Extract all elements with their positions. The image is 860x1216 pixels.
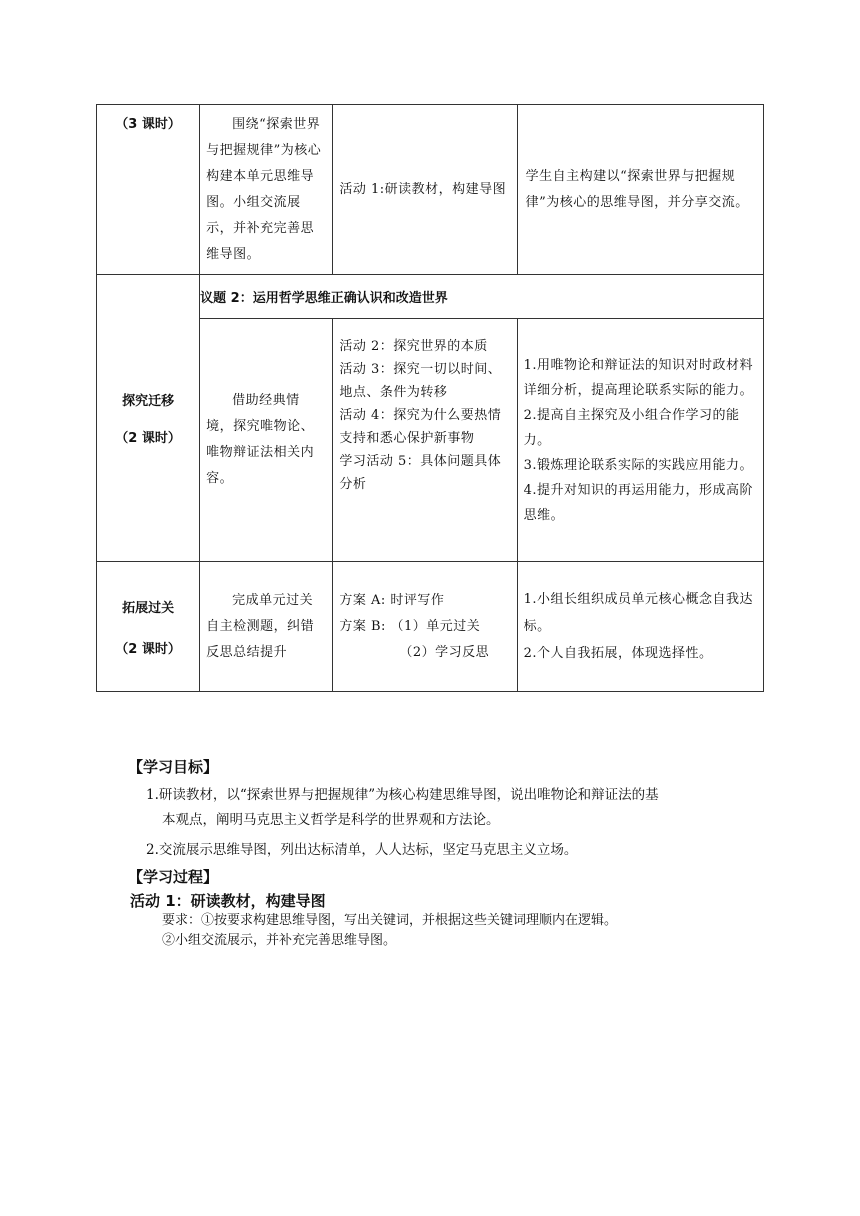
stage-hours: （3 课时） [115,117,181,132]
stage-cell [97,105,200,275]
process-title: 【学习过程】 [128,868,219,886]
goal-item: 1.小组长组织成员单元核心概念自我达标。 [523,592,753,634]
stage-cell [97,275,200,562]
content-text: 借助经典情境，探究唯物论、唯物辩证法相关内容。 [206,393,315,486]
plan-a: 方案 A: 时评写作 [339,593,445,608]
objective-item: 2.交流展示思维导图，列出达标清单，人人达标，坚定马克思主义立场。 [146,842,578,858]
requirement-item: 要求：①按要求构建思维导图，写出关键词，并根据这些关键词理顺内在逻辑。 [162,913,618,928]
goal-cell [517,105,763,275]
activity-title: 活动 1：研读教材，构建导图 [130,892,326,910]
stage-hours: （2 课时） [115,431,181,446]
content-text: 完成单元过关自主检测题，纠错反思总结提升 [206,592,315,660]
goal-item: 3.锻炼理论联系实际的实践应用能力。 [523,457,753,473]
stage-name: 拓展过关 [122,600,175,616]
activity-item: 活动 4：探究为什么要热情支持和悉心保护新事物 [339,408,502,446]
content-cell [200,319,333,562]
goal-item: 1.用唯物论和辩证法的知识对时政材料详细分析，提高理论联系实际的能力。 [523,357,754,398]
goal-cell [517,319,763,562]
table-row [97,275,764,319]
content-cell [200,562,333,692]
content-text: 围绕“探索世界与把握规律”为核心构建本单元思维导图。小组交流展示，并补充完善思维导图。 [206,116,322,262]
objectives-title: 【学习目标】 [128,758,219,776]
requirement-item: ②小组交流展示，并补充完善思维导图。 [162,933,397,948]
unit-plan-table [96,104,764,692]
table-row [97,105,764,275]
topic-heading: 议题 2：运用哲学思维正确认识和改造世界 [200,275,764,319]
plan-b-item: （2）学习反思 [399,645,490,660]
plan-b: 方案 B: （1）单元过关 [339,619,481,634]
activity-cell [333,562,517,692]
objective-item: 1.研读教材，以“探索世界与把握规律”为核心构建思维导图，说出唯物论和辩证法的基 [146,787,659,803]
activity-text: 活动 1:研读教材，构建导图 [339,181,507,197]
goal-item: 2.个人自我拓展，体现选择性。 [523,646,713,661]
content-cell [200,105,333,275]
activity-item: 活动 3：探究一切以时间、地点、条件为转移 [339,362,502,400]
activity-cell [333,319,517,562]
activity-item: 学习活动 5：具体问题具体分析 [339,454,502,492]
goal-text: 学生自主构建以“探索世界与把握规律”为核心的思维导图，并分享交流。 [525,168,749,210]
table-row [97,562,764,692]
stage-hours: （2 课时） [115,641,181,657]
activity-cell [333,105,517,275]
goal-item: 4.提升对知识的再运用能力，形成高阶思维。 [523,482,753,523]
stage-name: 探究迁移 [122,394,175,409]
goal-item: 2.提高自主探究及小组合作学习的能力。 [523,407,740,448]
activity-item: 活动 2：探究世界的本质 [339,339,488,354]
stage-cell [97,562,200,692]
goal-cell [517,562,763,692]
objective-item-cont: 本观点，阐明马克思主义哲学是科学的世界观和方法论。 [162,812,500,828]
